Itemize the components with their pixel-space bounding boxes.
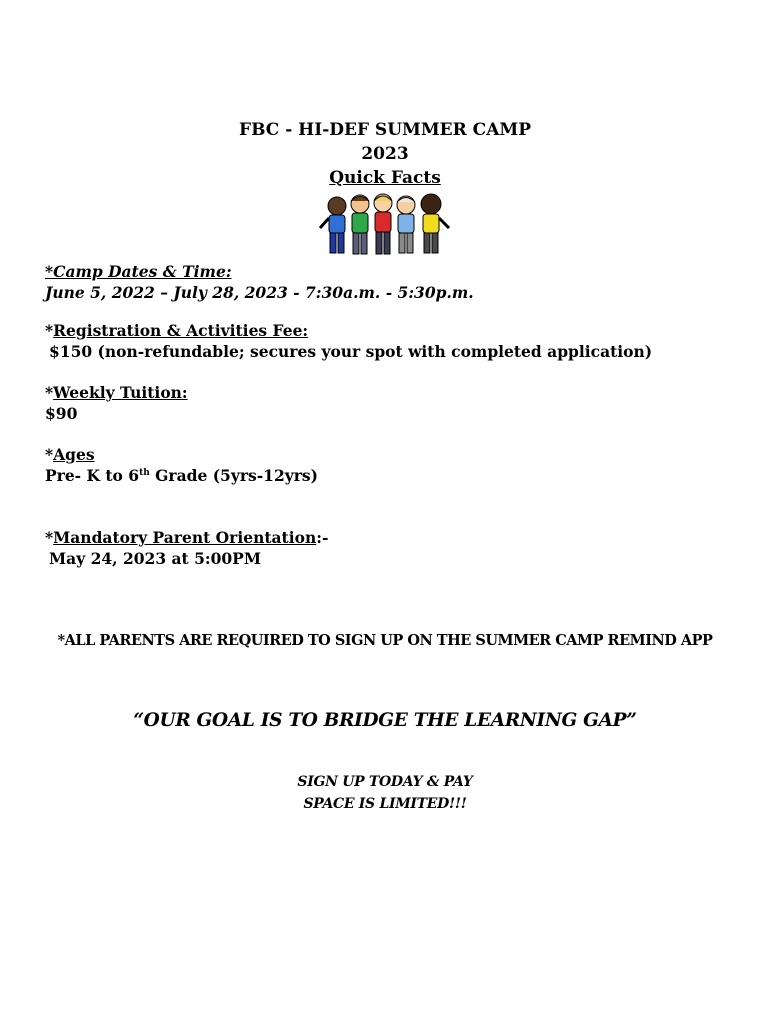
- flyer-year: 2023: [361, 144, 409, 164]
- orientation-label-prefix: *: [45, 528, 54, 547]
- remind-app-notice: *ALL PARENTS ARE REQUIRED TO SIGN UP ON THE SUMMER CAMP REMIND APP: [57, 632, 713, 649]
- weekly-tuition-section: [45, 382, 188, 424]
- ages-label: Ages: [53, 445, 95, 464]
- ages-value-sup: th: [139, 467, 150, 478]
- registration-fee-label-prefix: *: [45, 321, 54, 340]
- camp-dates-label: *Camp Dates & Time:: [45, 262, 232, 281]
- weekly-tuition-label: Weekly Tuition:: [53, 383, 188, 402]
- camp-dates-value: June 5, 2022 – July 28, 2023 - 7:30a.m. - 5:30p.m.: [45, 283, 474, 302]
- ages-section: [45, 444, 318, 486]
- cta-line-2: SPACE IS LIMITED!!!: [303, 796, 467, 812]
- goal-statement: “OUR GOAL IS TO BRIDGE THE LEARNING GAP”: [133, 710, 637, 731]
- cta-line-1: SIGN UP TODAY & PAY: [297, 774, 473, 790]
- children-group-clipart-icon: [319, 192, 451, 258]
- camp-dates-section: [45, 261, 474, 303]
- ages-value-before: Pre- K to 6: [45, 466, 140, 485]
- weekly-tuition-value: $90: [45, 404, 78, 423]
- orientation-value: May 24, 2023 at 5:00PM: [49, 549, 261, 568]
- ages-label-prefix: *: [45, 445, 54, 464]
- ages-value: [45, 465, 318, 486]
- orientation-section: [45, 527, 328, 569]
- ages-value-after: Grade (5yrs-12yrs): [149, 466, 318, 485]
- orientation-label-suffix: :-: [316, 528, 329, 547]
- flyer-subtitle: Quick Facts: [329, 168, 441, 188]
- registration-fee-label: Registration & Activities Fee:: [53, 321, 309, 340]
- registration-fee-section: [45, 320, 652, 362]
- orientation-label: Mandatory Parent Orientation: [53, 528, 317, 547]
- registration-fee-value: $150 (non-refundable; secures your spot with completed application): [49, 342, 653, 361]
- weekly-tuition-label-prefix: *: [45, 383, 54, 402]
- flyer-title: FBC - HI-DEF SUMMER CAMP: [239, 120, 531, 140]
